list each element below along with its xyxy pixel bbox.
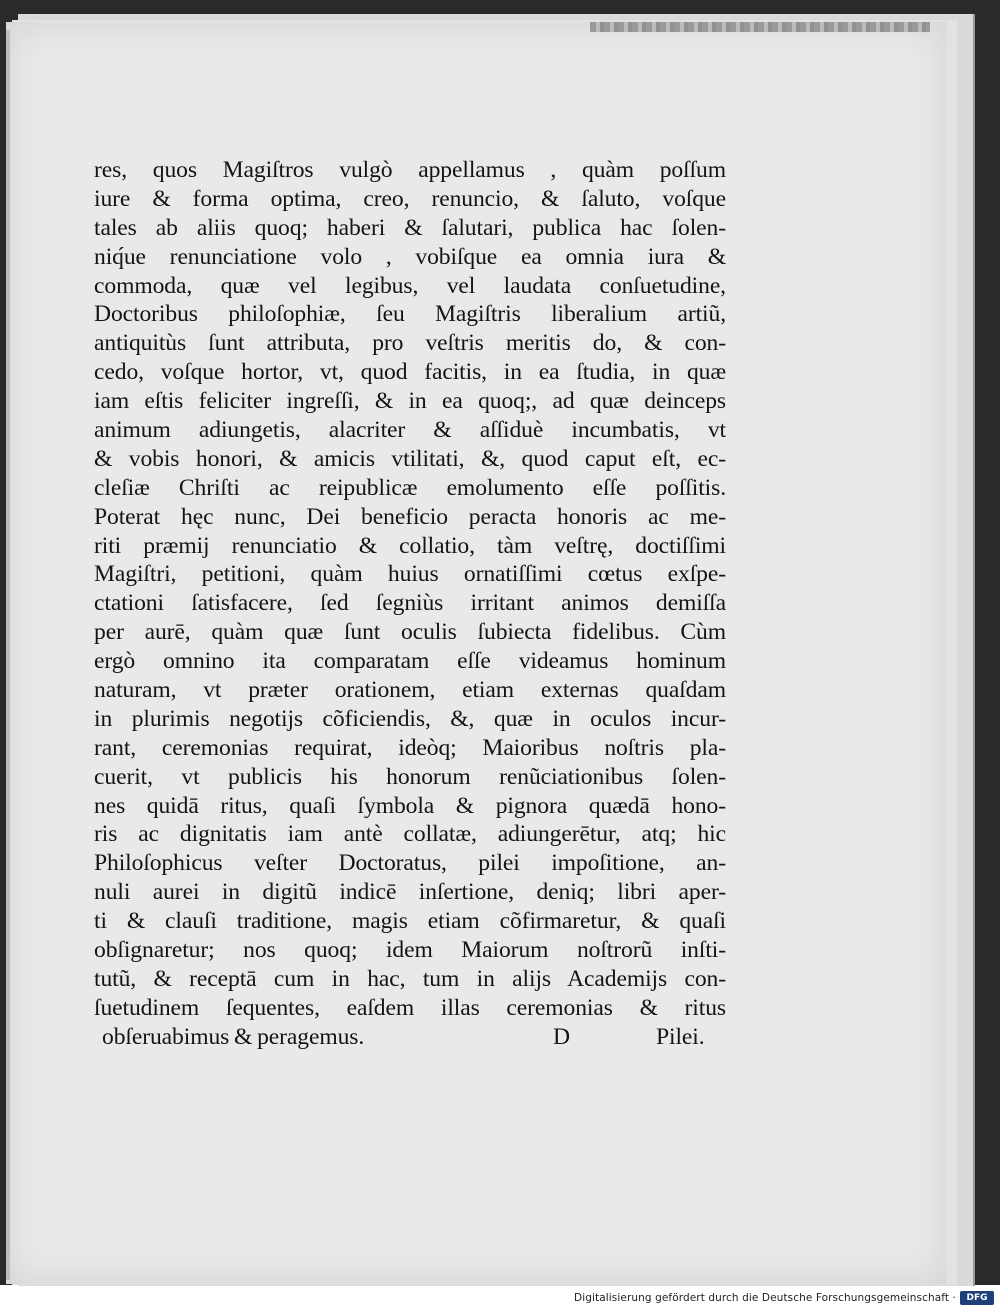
text-line: iure & forma optima, creo, renuncio, & ſaluto, voſque <box>94 185 726 212</box>
text-line: cleſiæ Chriſti ac reipublicæ emolumento eſſe poſſitis. <box>94 474 726 501</box>
text-line: Magiſtri, petitioni, quàm huius ornatiſſimi cœtus exſpe- <box>94 561 726 588</box>
text-line: ergò omnino ita comparatam eſſe videamus hominum <box>94 648 726 675</box>
text-line: in plurimis negotijs cõficiendis, &, quæ in oculos incur- <box>94 705 726 732</box>
text-line: naturam, vt præter orationem, etiam externas quaſdam <box>94 677 726 704</box>
text-line: rant, ceremonias requirat, ideòq; Maioribus noſtris pla- <box>94 734 726 761</box>
footer-bar <box>0 1288 1000 1308</box>
text-line: ti & clauſi traditione, magis etiam cõfirmaretur, & quaſi <box>94 908 726 935</box>
text-line: tales ab aliis quoq; haberi & ſalutari, publica hac ſolen- <box>94 214 726 241</box>
text-line: riti præmij renunciatio & collatio, tàm veſtrę, doctiſſimi <box>94 532 726 559</box>
text-line: obſignaretur; nos quoq; idem Maiorum noſtrorũ inſti- <box>94 937 726 964</box>
text-line: Poterat hęc nunc, Dei beneficio peracta honoris ac me- <box>94 503 726 530</box>
closing-text: obſeruabimus & peragemus. <box>102 1023 365 1050</box>
text-line: niq́ue renunciatione volo , vobiſque ea omnia iura & <box>94 243 726 270</box>
catchword: Pilei. <box>656 1023 705 1050</box>
text-line: ris ac dignitatis iam antè collatæ, adiungerētur, atq; hic <box>94 821 726 848</box>
text-line: tutũ, & receptā cum in hac, tum in alijs Academijs con- <box>94 965 726 992</box>
last-text-line <box>94 1023 726 1052</box>
text-line: res, quos Magiſtros vulgò appellamus , quàm poſſum <box>94 157 726 183</box>
signature-mark: D <box>553 1023 570 1050</box>
text-line: commoda, quæ vel legibus, vel laudata conſuetudine, <box>94 272 726 299</box>
text-line: & vobis honori, & amicis vtilitati, &, quod caput eſt, ec- <box>94 445 726 472</box>
page-edge-left <box>6 30 10 1280</box>
text-line: cedo, voſque hortor, vt, quod facitis, in ea ſtudia, in quæ <box>94 359 726 386</box>
page-text <box>94 156 726 1052</box>
text-line: Doctoribus philoſophiæ, ſeu Magiſtris liberalium artiũ, <box>94 301 726 328</box>
text-line: antiquitùs ſunt attributa, pro veſtris meritis do, & con- <box>94 330 726 357</box>
text-line: iam eſtis feliciter ingreſſi, & in ea quoq;, ad quæ deinceps <box>94 388 726 415</box>
text-line: ſuetudinem ſequentes, eaſdem illas ceremonias & ritus <box>94 994 726 1021</box>
text-line: per aurē, quàm quæ ſunt oculis ſubiecta fidelibus. Cùm <box>94 619 726 646</box>
text-line: animum adiungetis, alacriter & aſſiduè incumbatis, vt <box>94 417 726 444</box>
dfg-logo-icon: DFG <box>960 1291 994 1305</box>
text-line: nuli aurei in digitũ indicē inſertione, deniq; libri aper- <box>94 879 726 906</box>
page-edge-top <box>590 22 930 32</box>
text-line: nes quidā ritus, quaſi ſymbola & pignora quædā hono- <box>94 792 726 819</box>
text-line: cuerit, vt publicis his honorum renũciationibus ſolen- <box>94 763 726 790</box>
funding-notice: Digitalisierung gefördert durch die Deutsche Forschungsgemeinschaft · <box>574 1292 956 1304</box>
text-line: ctationi ſatisfacere, ſed ſegniùs irritant animos demiſſa <box>94 590 726 617</box>
text-line: Philoſophicus veſter Doctoratus, pilei impoſitione, an- <box>94 850 726 877</box>
